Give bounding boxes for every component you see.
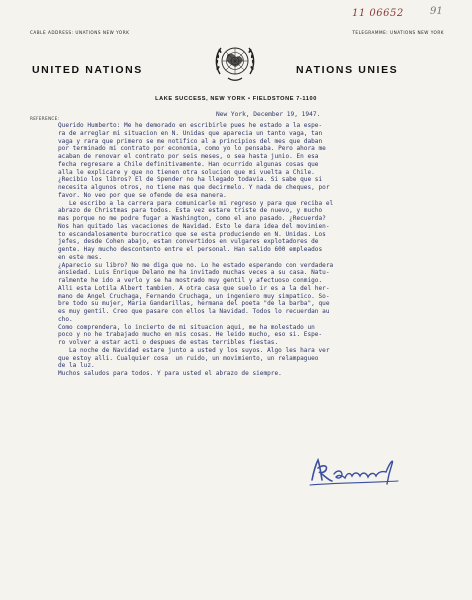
- letter-line: Nos han quitado las vacaciones de Navidad. Esto le dara idea del movimien-: [58, 222, 330, 230]
- un-emblem-icon: [212, 40, 258, 84]
- letter-line: que estoy alli. Cualquier cosa un ruido, un movimiento, un relampagueo: [58, 354, 319, 362]
- letter-line: acaban de renovar el contrato por seis meses, o sea hasta junio. En esa: [58, 153, 319, 160]
- letter-line: Le escribo a la carrera para comunicarle mi regreso y para que reciba el: [58, 199, 334, 207]
- letter-line: ro volver a estar acti o despues de estas terribles fiestas.: [58, 339, 279, 346]
- letter-line: en este mes.: [58, 253, 103, 261]
- letter-line: Muchos saludos para todos. Y para usted el abrazo de siempre.: [58, 370, 282, 377]
- letter-line: bre todo su mujer, Maria Gandarillas, hermana del poeta "de la barba", que: [58, 300, 330, 308]
- archive-number: 11 06652: [352, 8, 404, 19]
- letter-line: poco y no he trabajado mucho en mis cosas. He leido mucho, eso si. Espe-: [58, 331, 323, 339]
- handwritten-signature: [302, 450, 412, 490]
- letter-line: favor. No veo por que se ofende de esa manera.: [58, 191, 227, 199]
- letter-line: gente. Hay mucho descontento entre el personal. Han salido 600 empleados: [58, 246, 323, 253]
- cable-address: CABLE ADDRESS: UNATIONS NEW YORK: [30, 30, 130, 35]
- letter-line: ra de arreglar mi situacion en N. Unidas que aparecia un tanto vaga, tan: [58, 129, 323, 137]
- letter-line: vaga y rara que primero se me notifico al a principios del mes que daban: [58, 137, 323, 145]
- letter-line: ansiedad. Luis Enrique Delano me ha invitado muchas veces a su casa. Natu-: [58, 269, 330, 277]
- telegram-address: TELEGRAMME: UNATIONS NEW YORK: [352, 30, 444, 35]
- letter-line: Alli esta Lotila Albert tambien. A otra casa que suelo ir es a la del her-: [58, 284, 330, 292]
- letter-line: necesita algunos otros, no tiene mas que decirmelo. Y nada de cheques, por: [58, 184, 330, 191]
- letter-line: abrazo de Christmas para todos. Esta vez estare triste de nuevo, y mucho: [58, 207, 323, 215]
- letter-line: ¿Recibio los libros? El de Spender no ha llegado todavia. Si sabe que si: [58, 176, 323, 184]
- letter-date: New York, December 19, 1947.: [216, 111, 321, 118]
- letter-line: cho.: [58, 315, 73, 323]
- letterhead-address: LAKE SUCCESS, NEW YORK • FIELDSTONE 7-1100: [155, 96, 317, 102]
- letter-line: La noche de Navidad estare junto a usted y los suyos. Algo les hara ver: [58, 346, 330, 354]
- letter-line: mano de Angel Cruchaga, Fernando Cruchaga, un ingeniero muy simpatico. So-: [58, 292, 330, 300]
- letter-line: Como comprendera, lo incierto de mi situacion aqui, me ha molestado un: [58, 323, 315, 331]
- letter-line: mas porque no me podre fugar a Washington, como el ano pasado. ¿Recuerda?: [58, 215, 326, 222]
- letter-line: ¿Aparecio su libro? No me diga que no. Lo he estado esperando con verdadera: [58, 261, 334, 269]
- org-name-english: UNITED NATIONS: [32, 64, 143, 76]
- corner-mark: 91: [430, 6, 443, 17]
- letter-line: de la luz.: [58, 362, 95, 370]
- letter-line: por terminado mi contrato por economia, como yo lo pensaba. Pero ahora me: [58, 145, 326, 153]
- letter-line: jefes, desde Cohen abajo, estan convertidos en vulgares explotadores de: [58, 238, 319, 246]
- letter-line: Querido Humberto: Me he demorado en escribirle pues he estado a la espe-: [58, 122, 323, 129]
- letter-line: to escandalosamente burocratico que se esta produciendo en N. Unidas. Los: [58, 230, 326, 238]
- letter-line: fecha regresare a Chile definitivamente. Han ocurrido algunas cosas que: [58, 160, 319, 168]
- reference-label: REFERENCE:: [30, 116, 60, 121]
- org-name-french: NATIONS UNIES: [296, 64, 399, 76]
- letter-line: es muy gentil. Creo que pasare con ellos la Navidad. Todos lo recuerdan au: [58, 308, 330, 315]
- letter-body: [58, 122, 450, 378]
- letter-line: alla le explicare y que no tienen otra solucion que mi vuelta a Chile.: [58, 168, 315, 176]
- letter-line: ralmente he ido a verlo y se ha mostrado muy gentil y afectuoso conmigo.: [58, 277, 323, 284]
